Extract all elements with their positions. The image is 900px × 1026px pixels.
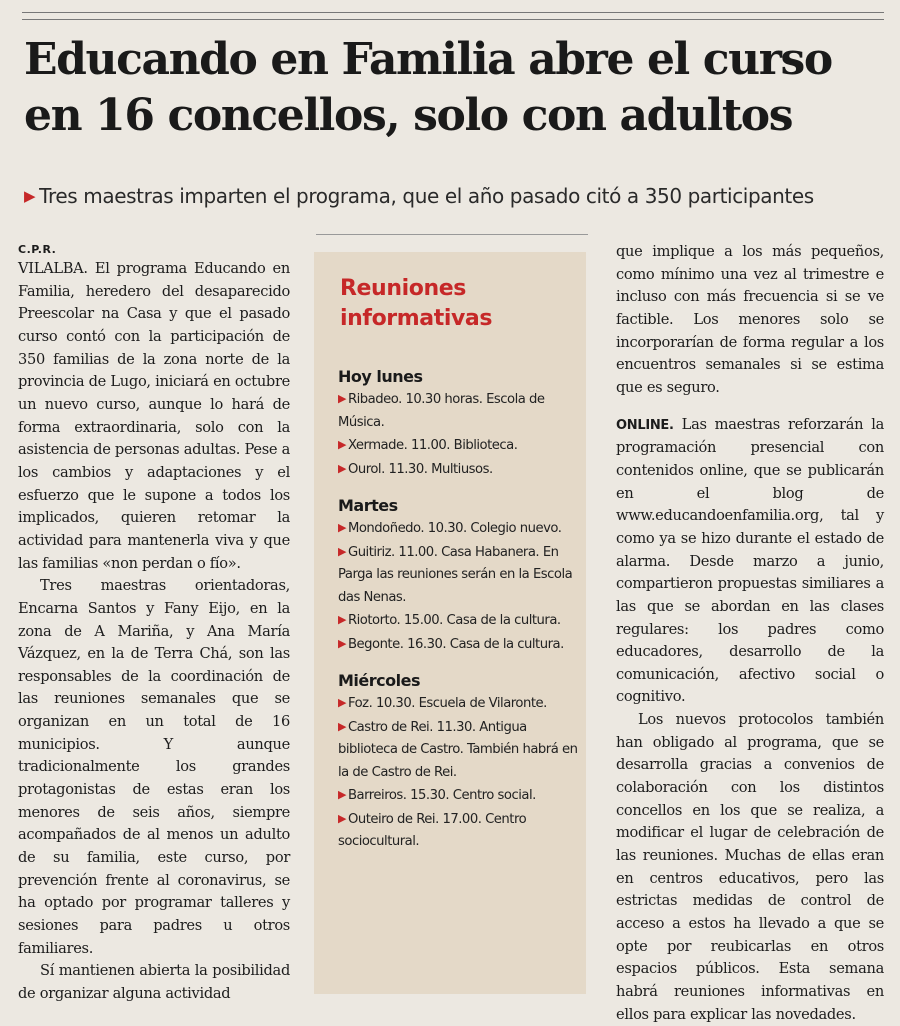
red-triangle-icon: ▶ xyxy=(338,613,346,626)
top-rule xyxy=(22,12,884,20)
paragraph-text: Las maestras reforzarán la programación presencial con contenidos online, que se publicarán en el blog de www.educandoenfamilia.org, tal y como ya se hizo durante el estado de alarma. Desde marzo a junio, compartieron propuestas similiares a las que se abordan en las clases regulares: los padres como educadores, desarrollo de la comunicación, afectivo social o cognitivo. xyxy=(616,415,884,706)
red-triangle-icon: ▶ xyxy=(24,187,36,205)
event-item: ▶ Begonte. 16.30. Casa de la cultura. xyxy=(338,636,564,652)
red-triangle-icon: ▶ xyxy=(338,788,346,801)
red-triangle-icon: ▶ xyxy=(338,461,346,475)
red-triangle-icon: ▶ xyxy=(338,521,346,534)
paragraph: Los nuevos protocolos también han obligado al programa, que se desarrolla gracias a convenios de colaboración con los distintos concellos en los que se realiza, a modificar el lugar de celebración de las reuniones. Muchas de ellas eran en centros educativos, pero las estrictas medidas de control de acceso a estos ha llevado a que se opte por reubicarlas en otros espacios públicos. Esta semana habrá reuniones informativas en ellos para explicar las novedades. xyxy=(616,711,884,1023)
paragraph: Tres maestras orientadoras, Encarna Santos y Fany Eijo, en la zona de A Mariña, y Ana María Vázquez, en la de Terra Chá, son las responsables de la coordinación de las reuniones semanales que se organizan en un total de 16 municipios. Y aunque tradicionalmente los grandes protagonistas de estas eran los menores de seis años, siempre acompañados de al menos un adulto de su familia, este curso, por prevención frente al coronavirus, se ha optado por programar talleres y sesiones para padres u otros familiares. xyxy=(18,577,290,957)
info-box xyxy=(314,252,586,994)
headline: Educando en Familia abre el curso en 16 concellos, solo con adultos xyxy=(24,34,832,141)
event-item: ▶ Xermade. 11.00. Biblioteca. xyxy=(338,438,518,453)
event-item: ▶ Riotorto. 15.00. Casa de la cultura. xyxy=(338,613,561,628)
article-column-1 xyxy=(18,242,290,1006)
paragraph-text: El programa Educando en Familia, heredero del desaparecido Preescolar na Casa y que el pasado curso contó con la participación de 350 familias de la zona norte de la provincia de Lugo, iniciará en octubre un nuevo curso, aunque lo hará de forma extraordinaria, solo con la asistencia de personas adultas. Pese a los cambios y adaptaciones y el esfuerzo que le supone a todos los implicados, quieren retomar la actividad para mantenerla viva y que las familias «non perdan o fío». xyxy=(18,260,290,572)
schedule xyxy=(338,366,583,854)
red-triangle-icon: ▶ xyxy=(338,438,346,451)
day-heading: Miércoles xyxy=(338,671,420,690)
event-item: ▶ Mondoñedo. 10.30. Colegio nuevo. xyxy=(338,521,562,536)
event-item: ▶ Foz. 10.30. Escuela de Vilaronte. xyxy=(338,696,547,711)
subhead-text: Tres maestras imparten el programa, que el año pasado citó a 350 participantes xyxy=(39,184,814,208)
event-item: ▶ Guitiriz. 11.00. Casa Habanera. En Parga las reuniones serán en la Escola das Nenas. xyxy=(338,544,573,605)
red-triangle-icon: ▶ xyxy=(338,811,346,825)
event-item: ▶ Castro de Rei. 11.30. Antigua biblioteca de Castro. También habrá en la de Castro de Rei. xyxy=(338,719,578,780)
byline: C.P.R. xyxy=(18,243,57,256)
divider xyxy=(316,234,588,235)
red-triangle-icon: ▶ xyxy=(338,719,346,733)
red-triangle-icon: ▶ xyxy=(338,636,346,650)
box-title: Reuniones informativas xyxy=(340,276,493,331)
paragraph xyxy=(616,414,884,710)
paragraph: Sí mantienen abierta la posibilidad de organizar alguna actividad xyxy=(18,962,290,1002)
red-triangle-icon: ▶ xyxy=(338,696,346,709)
subhead xyxy=(24,184,894,208)
event-item: ▶ Barreiros. 15.30. Centro social. xyxy=(338,788,536,803)
day-heading: Martes xyxy=(338,496,398,515)
paragraph xyxy=(18,258,290,575)
event-item: ▶ Outeiro de Rei. 17.00. Centro sociocultural. xyxy=(338,811,527,849)
paragraph: que implique a los más pequeños, como mínimo una vez al trimestre e incluso con más frecuencia si se ve factible. Los menores solo se incorporarían de forma regular a los encuentros semanales si se estima que es seguro. xyxy=(616,243,884,396)
event-item: ▶ Ribadeo. 10.30 horas. Escola de Música. xyxy=(338,392,545,430)
section-lead: ONLINE. xyxy=(616,417,674,433)
article-column-3 xyxy=(616,241,884,1026)
dateline: VILALBA. xyxy=(18,260,88,277)
red-triangle-icon: ▶ xyxy=(338,544,346,558)
day-heading: Hoy lunes xyxy=(338,367,423,386)
event-item: ▶ Ourol. 11.30. Multiusos. xyxy=(338,461,493,477)
red-triangle-icon: ▶ xyxy=(338,392,346,405)
